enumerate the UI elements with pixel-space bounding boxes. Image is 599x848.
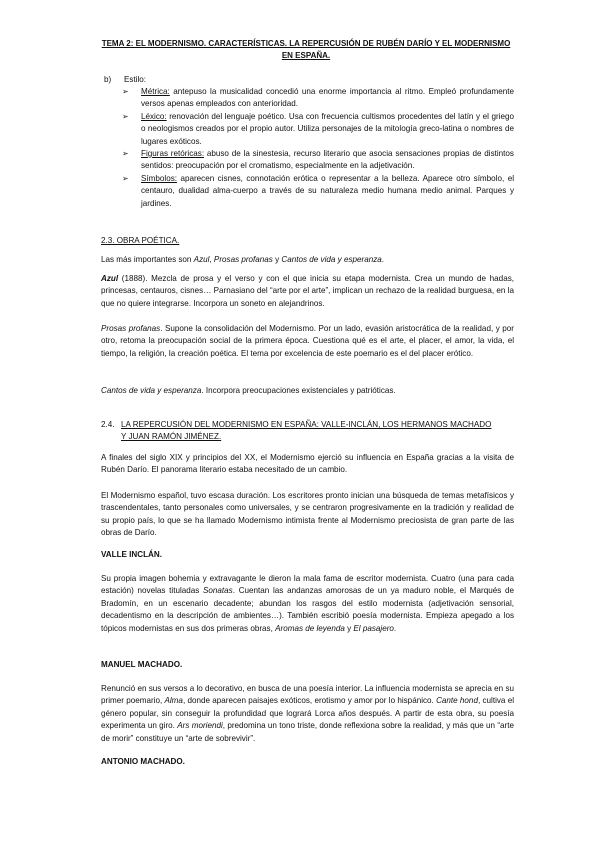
item-text: antepuso la musicalidad concedió una enorme importancia al ritmo. Empleó profundamente versos apenas empleados con anterioridad. <box>141 87 514 109</box>
list-item <box>122 86 514 111</box>
paragraph: Las más importantes son Azul, Prosas profanas y Cantos de vida y esperanza. <box>101 255 384 264</box>
heading-valle: VALLE INCLÁN. <box>101 550 162 559</box>
arrow-bullet-icon: ➢ <box>122 87 129 96</box>
paragraph: A finales del siglo XIX y principios del XX, el Modernismo ejerció su influencia en España gracias a la visita de Rubén Darío. El panorama literario estaba necesitado de un cambio. <box>101 453 514 475</box>
heading-antonio: ANTONIO MACHADO. <box>101 757 185 766</box>
term-figuras: Figuras retóricas: <box>141 149 205 159</box>
paragraph-cantos: Cantos de vida y esperanza. Incorpora preocupaciones existenciales y patrióticas. <box>101 386 396 395</box>
item-text: renovación del lenguaje poético. Usa con frecuencia cultismos procedentes del latín y el griego o neologismos creados por el propio autor. Utiliza personajes de la mitología greco-latina o nombres de lugares exóticos. <box>141 111 514 146</box>
list-marker: b) <box>104 75 112 84</box>
list-item <box>122 111 514 148</box>
estilo-label: Estilo: <box>124 75 147 84</box>
arrow-bullet-icon: ➢ <box>122 173 129 183</box>
arrow-bullet-icon: ➢ <box>122 111 129 121</box>
paragraph-prosas: Prosas profanas. Supone la consolidación del Modernismo. Por un lado, evasión aristocrática de la realidad, y por otro, retoma la preocupación social de la primera época. Cuestiona qué es el arte, el placer, el amor, la vida, el tiempo, la religión, la creación poética. El tema por excelencia de este poemario es el del placer erótico. <box>101 324 514 358</box>
term-lexico: Léxico: <box>141 111 167 121</box>
arrow-bullet-icon: ➢ <box>122 149 129 159</box>
item-text: aparecen cisnes, connotación erótica o representar a la belleza. Aparece otro símbolo, el centauro, dualidad alma-cuerpo a través de su naturaleza medio humana medio animal. Parques y jardines. <box>141 173 514 208</box>
section-heading-obra: 2.3. OBRA POÉTICA. <box>101 236 180 245</box>
page-title: TEMA 2: EL MODERNISMO. CARACTERÍSTICAS. LA REPERCUSIÓN DE RUBÉN DARÍO Y EL MODERNISMO EN ESPAÑA. <box>101 39 511 60</box>
list-item <box>122 173 514 210</box>
section-heading-repercusion: 2.4. LA REPERCUSIÓN DEL MODERNISMO EN ESPAÑA: VALLE-INCLÁN, LOS HERMANOS MACHADO Y JUAN RAMÓN JIMÉNEZ. <box>101 420 492 442</box>
estilo-list <box>122 86 514 210</box>
paragraph: El Modernismo español, tuvo escasa duración. Los escritores pronto inician una búsqueda de temas metafísicos y trascendentales, tanto personales como universales, y se centraron progresivamente en la tradición y realidad de su propio país, lo que se ha llamado Modernismo intimista frente al Modernismo preciosista de gran parte de las obras de Darío. <box>101 491 514 538</box>
list-item <box>122 148 514 173</box>
paragraph-azul: Azul (1888). Mezcla de prosa y el verso y con el que inicia su etapa modernista. Crea un mundo de hadas, princesas, centauros, cisnes… Parnasiano del “arte por el arte”, implican un rechazo de la realidad burguesa, en la que no quiere integrarse. Incorpora un soneto en alejandrinos. <box>101 274 514 308</box>
paragraph-manuel: Renunció en sus versos a lo decorativo, en busca de una poesía interior. La influencia modernista se aprecia en su primer poemario, Alma, donde aparecen paisajes exóticos, erotismo y amor por lo hispánico. Cante hond, cultiva el género popular, sin conseguir la profundidad que logrará Lorca años después. A partir de esta obra, su poesía experimenta un giro. Ars moriendi, predomina un tono triste, donde reflexiona sobre la realidad, y más que un “arte de morir” constituye un “arte de sobrevivir”. <box>101 684 514 743</box>
item-text: abuso de la sinestesia, recurso literario que asocia sensaciones propias de distintos sentidos: preocupación por el cromatismo, especialmente en la adjetivación. <box>141 149 514 171</box>
paragraph-valle: Su propia imagen bohemia y extravagante le dieron la mala fama de escritor modernista. Cuatro (una para cada estación) novelas tituladas Sonatas. Cuentan las andanzas amorosas de un ya maduro noble, el Marqués de Bradomín, en un escenario decadente; abundan los rasgos del estilo modernista (adjetivación sensorial, decadentismo en la descripción de ambientes…). También escribió poesía modernista. Empieza apegado a los tópicos modernistas en sus dos primeras obras, Aromas de leyenda y El pasajero. <box>101 574 514 633</box>
heading-manuel: MANUEL MACHADO. <box>101 660 183 669</box>
estilo-heading <box>104 74 146 86</box>
term-simbolos: Símbolos: <box>141 173 177 183</box>
term-metrica: Métrica: <box>141 87 170 96</box>
